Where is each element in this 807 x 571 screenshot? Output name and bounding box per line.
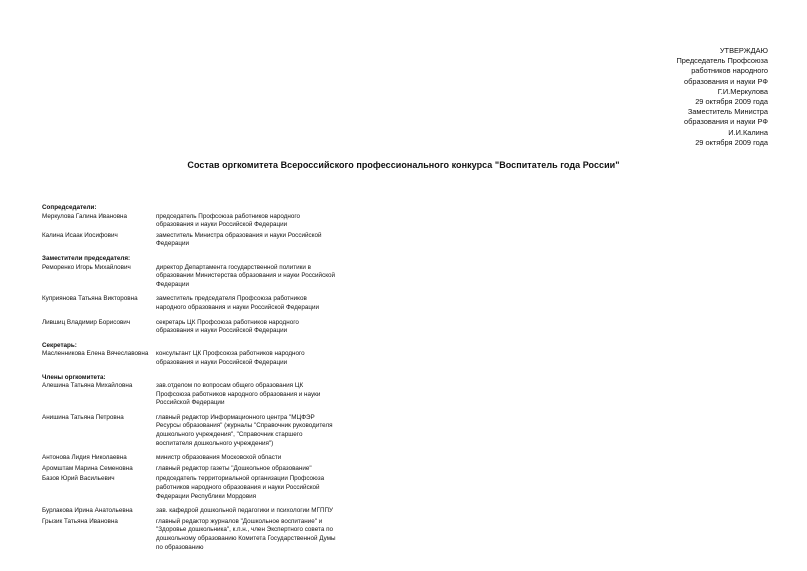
approval-line: И.И.Калина xyxy=(728,127,768,137)
member-row xyxy=(42,382,342,408)
member-name: Базов Юрий Васильевич xyxy=(42,475,115,483)
member-role: консультант ЦК Профсоюза работников народного образования и науки Российской Федерации xyxy=(156,350,305,366)
committee-roster xyxy=(42,204,342,554)
section-heading: Заместители председателя: xyxy=(42,254,131,262)
approval-line: 29 октября 2009 года xyxy=(695,97,768,107)
approval-line: УТВЕРЖДАЮ xyxy=(719,46,768,55)
member-row xyxy=(42,507,342,516)
member-role: председатель территориальной организации Профсоюза работников народного образования и науки Российской Федерации Республики Мордовия xyxy=(156,475,325,500)
approval-line: работников народного xyxy=(691,66,768,76)
member-role: главный редактор журналов "Дошкольное воспитание" и "Здоровье дошкольника", к.п.н., член Экспертного совета по дошкольному образованию Комитета Государственной Думы по образованию xyxy=(156,517,336,551)
member-row xyxy=(42,414,342,448)
member-row xyxy=(42,264,342,290)
approval-line: Г.И.Меркулова xyxy=(717,86,768,96)
member-role: заместитель Министра образования и науки Российской Федерации xyxy=(156,231,322,248)
member-name: Лившиц Владимир Борисович xyxy=(42,318,131,326)
member-name: Анишина Татьяна Петровна xyxy=(42,413,124,421)
section-heading: Члены оргкомитета: xyxy=(42,373,106,381)
member-row xyxy=(42,475,342,501)
member-role: зав. кафедрой дошкольной педагогики и психологии МГППУ xyxy=(156,507,334,515)
member-name: Аромштам Марина Семеновна xyxy=(42,464,133,472)
member-role: секретарь ЦК Профсоюза работников народного образования и науки Российской Федерации xyxy=(156,318,299,335)
member-name: Антонова Лидия Николаевна xyxy=(42,454,127,462)
approval-line: Заместитель Министра xyxy=(687,107,768,117)
member-role: зав.отделом по вопросам общего образования ЦК Профсоюза работников народного образования и науки Российской Федерации xyxy=(156,382,321,407)
member-name: Меркулова Галина Ивановна xyxy=(42,212,128,220)
member-role: председатель Профсоюза работников народного образования и науки Российской Федерации xyxy=(156,212,301,229)
member-row xyxy=(42,319,342,336)
member-row xyxy=(42,518,342,552)
member-row xyxy=(42,465,342,474)
section-heading: Секретарь: xyxy=(42,341,77,349)
member-role: заместитель председателя Профсоюза работников народного образования и науки Российской Федерации xyxy=(156,295,320,311)
document-title: Состав оргкомитета Всероссийского профессионального конкурса "Воспитатель года России" xyxy=(187,160,620,170)
member-row xyxy=(42,350,342,367)
member-role: главный редактор газеты "Дошкольное образование" xyxy=(156,464,312,472)
section-heading: Сопредседатели: xyxy=(42,204,97,211)
approval-line: образования и науки РФ xyxy=(684,76,768,86)
member-row xyxy=(42,454,342,463)
approval-line: 29 октября 2009 года xyxy=(695,137,768,147)
member-row xyxy=(42,213,342,230)
member-name: Грызик Татьяна Ивановна xyxy=(42,517,118,525)
member-row xyxy=(42,232,342,249)
member-name: Алешина Татьяна Михайловна xyxy=(42,382,133,390)
member-name: Реморенко Игорь Михайлович xyxy=(42,263,131,271)
member-name: Бурлакова Ирина Анатольевна xyxy=(42,507,133,515)
member-role: директор Департамента государственной политики в образовании Министерства образования и науки Российской Федерации xyxy=(156,263,336,288)
member-name: Куприянова Татьяна Викторовна xyxy=(42,295,138,303)
member-name: Масленникова Елена Вячеславовна xyxy=(42,350,149,358)
approval-line: Председатель Профсоюза xyxy=(676,56,768,66)
approval-line: образования и науки РФ xyxy=(684,117,768,127)
member-role: главный редактор Информационного центра "МЦФЭР Ресурсы образования" (журналы "Справочник руководителя дошкольного учреждения", "Справочник старшего воспитателя дошкольного учреждения") xyxy=(156,413,333,447)
member-name: Калина Исаак Иосифович xyxy=(42,231,118,239)
approval-block xyxy=(548,46,768,148)
member-role: министр образования Московской области xyxy=(156,454,282,462)
member-row xyxy=(42,295,342,312)
